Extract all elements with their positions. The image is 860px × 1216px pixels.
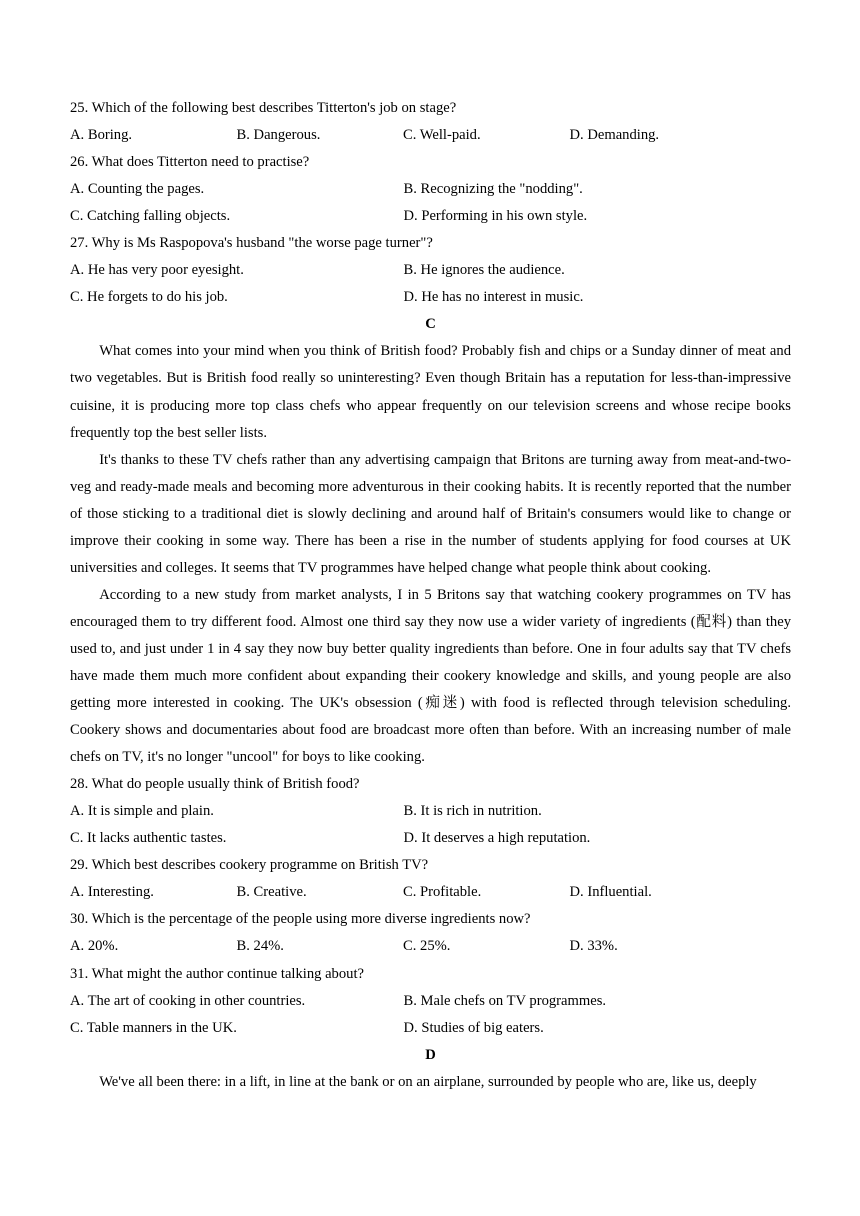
question-28: 28. What do people usually think of British food?: [70, 776, 360, 793]
options-31-row2: [70, 1015, 791, 1042]
option-27-a: A. He has very poor eyesight.: [70, 262, 244, 279]
option-30-c: C. 25%.: [403, 938, 451, 955]
option-28-d: D. It deserves a high reputation.: [403, 830, 591, 847]
option-30-d: D. 33%.: [569, 938, 618, 955]
option-25-b: B. Dangerous.: [236, 127, 321, 144]
options-28-row2: [70, 825, 791, 852]
option-29-c: C. Profitable.: [403, 884, 482, 901]
option-26-a: A. Counting the pages.: [70, 181, 205, 198]
option-28-c: C. It lacks authentic tastes.: [70, 830, 227, 847]
option-27-c: C. He forgets to do his job.: [70, 289, 228, 306]
question-29: 29. Which best describes cookery programme on British TV?: [70, 857, 429, 874]
page-content: [70, 95, 791, 1096]
section-d-heading: D: [425, 1046, 436, 1063]
options-30: [70, 933, 791, 960]
option-26-c: C. Catching falling objects.: [70, 208, 231, 225]
option-29-b: B. Creative.: [236, 884, 307, 901]
option-31-b: B. Male chefs on TV programmes.: [403, 992, 607, 1009]
question-25: 25. Which of the following best describes Titterton's job on stage?: [70, 100, 457, 116]
option-31-d: D. Studies of big eaters.: [403, 1019, 544, 1036]
options-27-row1: [70, 257, 791, 284]
options-25: [70, 122, 791, 149]
option-26-b: B. Recognizing the "nodding".: [403, 181, 583, 198]
question-31: 31. What might the author continue talking about?: [70, 965, 364, 982]
section-c-paragraph-1: What comes into your mind when you think of British food? Probably fish and chips or a Sunday dinner of meat and two vegetables. But is British food really so uninteresting? Even though Britain has a reputation for less-than-impressive cuisine, it is producing more top class chefs who appear frequently on our television screens and whose recipe books frequently top the best seller lists.: [70, 343, 791, 441]
question-27: 27. Why is Ms Raspopova's husband "the worse page turner"?: [70, 235, 433, 252]
option-29-a: A. Interesting.: [70, 884, 154, 901]
option-25-a: A. Boring.: [70, 127, 133, 144]
option-31-a: A. The art of cooking in other countries.: [70, 992, 306, 1009]
option-29-d: D. Influential.: [569, 884, 652, 901]
section-c-heading: C: [425, 316, 436, 333]
options-29: [70, 879, 791, 906]
option-25-d: D. Demanding.: [569, 127, 660, 144]
option-27-d: D. He has no interest in music.: [403, 289, 584, 306]
section-c-paragraph-2: It's thanks to these TV chefs rather than any advertising campaign that Britons are turning away from meat-and-two-veg and ready-made meals and becoming more adventurous in their cooking habits. It is recently reported that the number of those sticking to a traditional diet is slowly declining and around half of Britain's consumers would like to change or improve their cooking in some way. There has been a rise in the number of students applying for food courses at UK universities and colleges. It seems that TV programmes have helped change what people think about cooking.: [70, 451, 791, 576]
section-c-paragraph-3: According to a new study from market analysts, I in 5 Britons say that watching cookery programmes on TV has encouraged them to try different food. Almost one third say they now use a wider variety of ingredients (配料) than they used to, and just under 1 in 4 say they now buy better quality ingredients than before. One in four adults say that TV chefs have made them much more confident about expanding their cookery knowledge and skills, and young people are also getting more interested in cooking. The UK's obsession (痴迷) with food is reflected through television scheduling. Cookery shows and documentaries about food are broadcast more often than before. With an increasing number of male chefs on TV, it's no longer "uncool" for boys to like cooking.: [70, 586, 791, 766]
option-25-c: C. Well-paid.: [403, 127, 481, 144]
options-27-row2: [70, 284, 791, 311]
option-27-b: B. He ignores the audience.: [403, 262, 565, 279]
option-28-a: A. It is simple and plain.: [70, 803, 214, 820]
option-30-a: A. 20%.: [70, 938, 119, 955]
option-26-d: D. Performing in his own style.: [403, 208, 588, 225]
option-31-c: C. Table manners in the UK.: [70, 1019, 237, 1036]
option-30-b: B. 24%.: [236, 938, 284, 955]
options-26-row2: [70, 203, 791, 230]
question-30: 30. Which is the percentage of the people using more diverse ingredients now?: [70, 911, 531, 928]
question-26: 26. What does Titterton need to practise?: [70, 154, 310, 171]
option-28-b: B. It is rich in nutrition.: [403, 803, 542, 820]
section-d-paragraph: We've all been there: in a lift, in line at the bank or on an airplane, surrounded by people who are, like us, deeply: [99, 1073, 757, 1090]
options-28-row1: [70, 798, 791, 825]
options-26-row1: [70, 176, 791, 203]
options-31-row1: [70, 988, 791, 1015]
